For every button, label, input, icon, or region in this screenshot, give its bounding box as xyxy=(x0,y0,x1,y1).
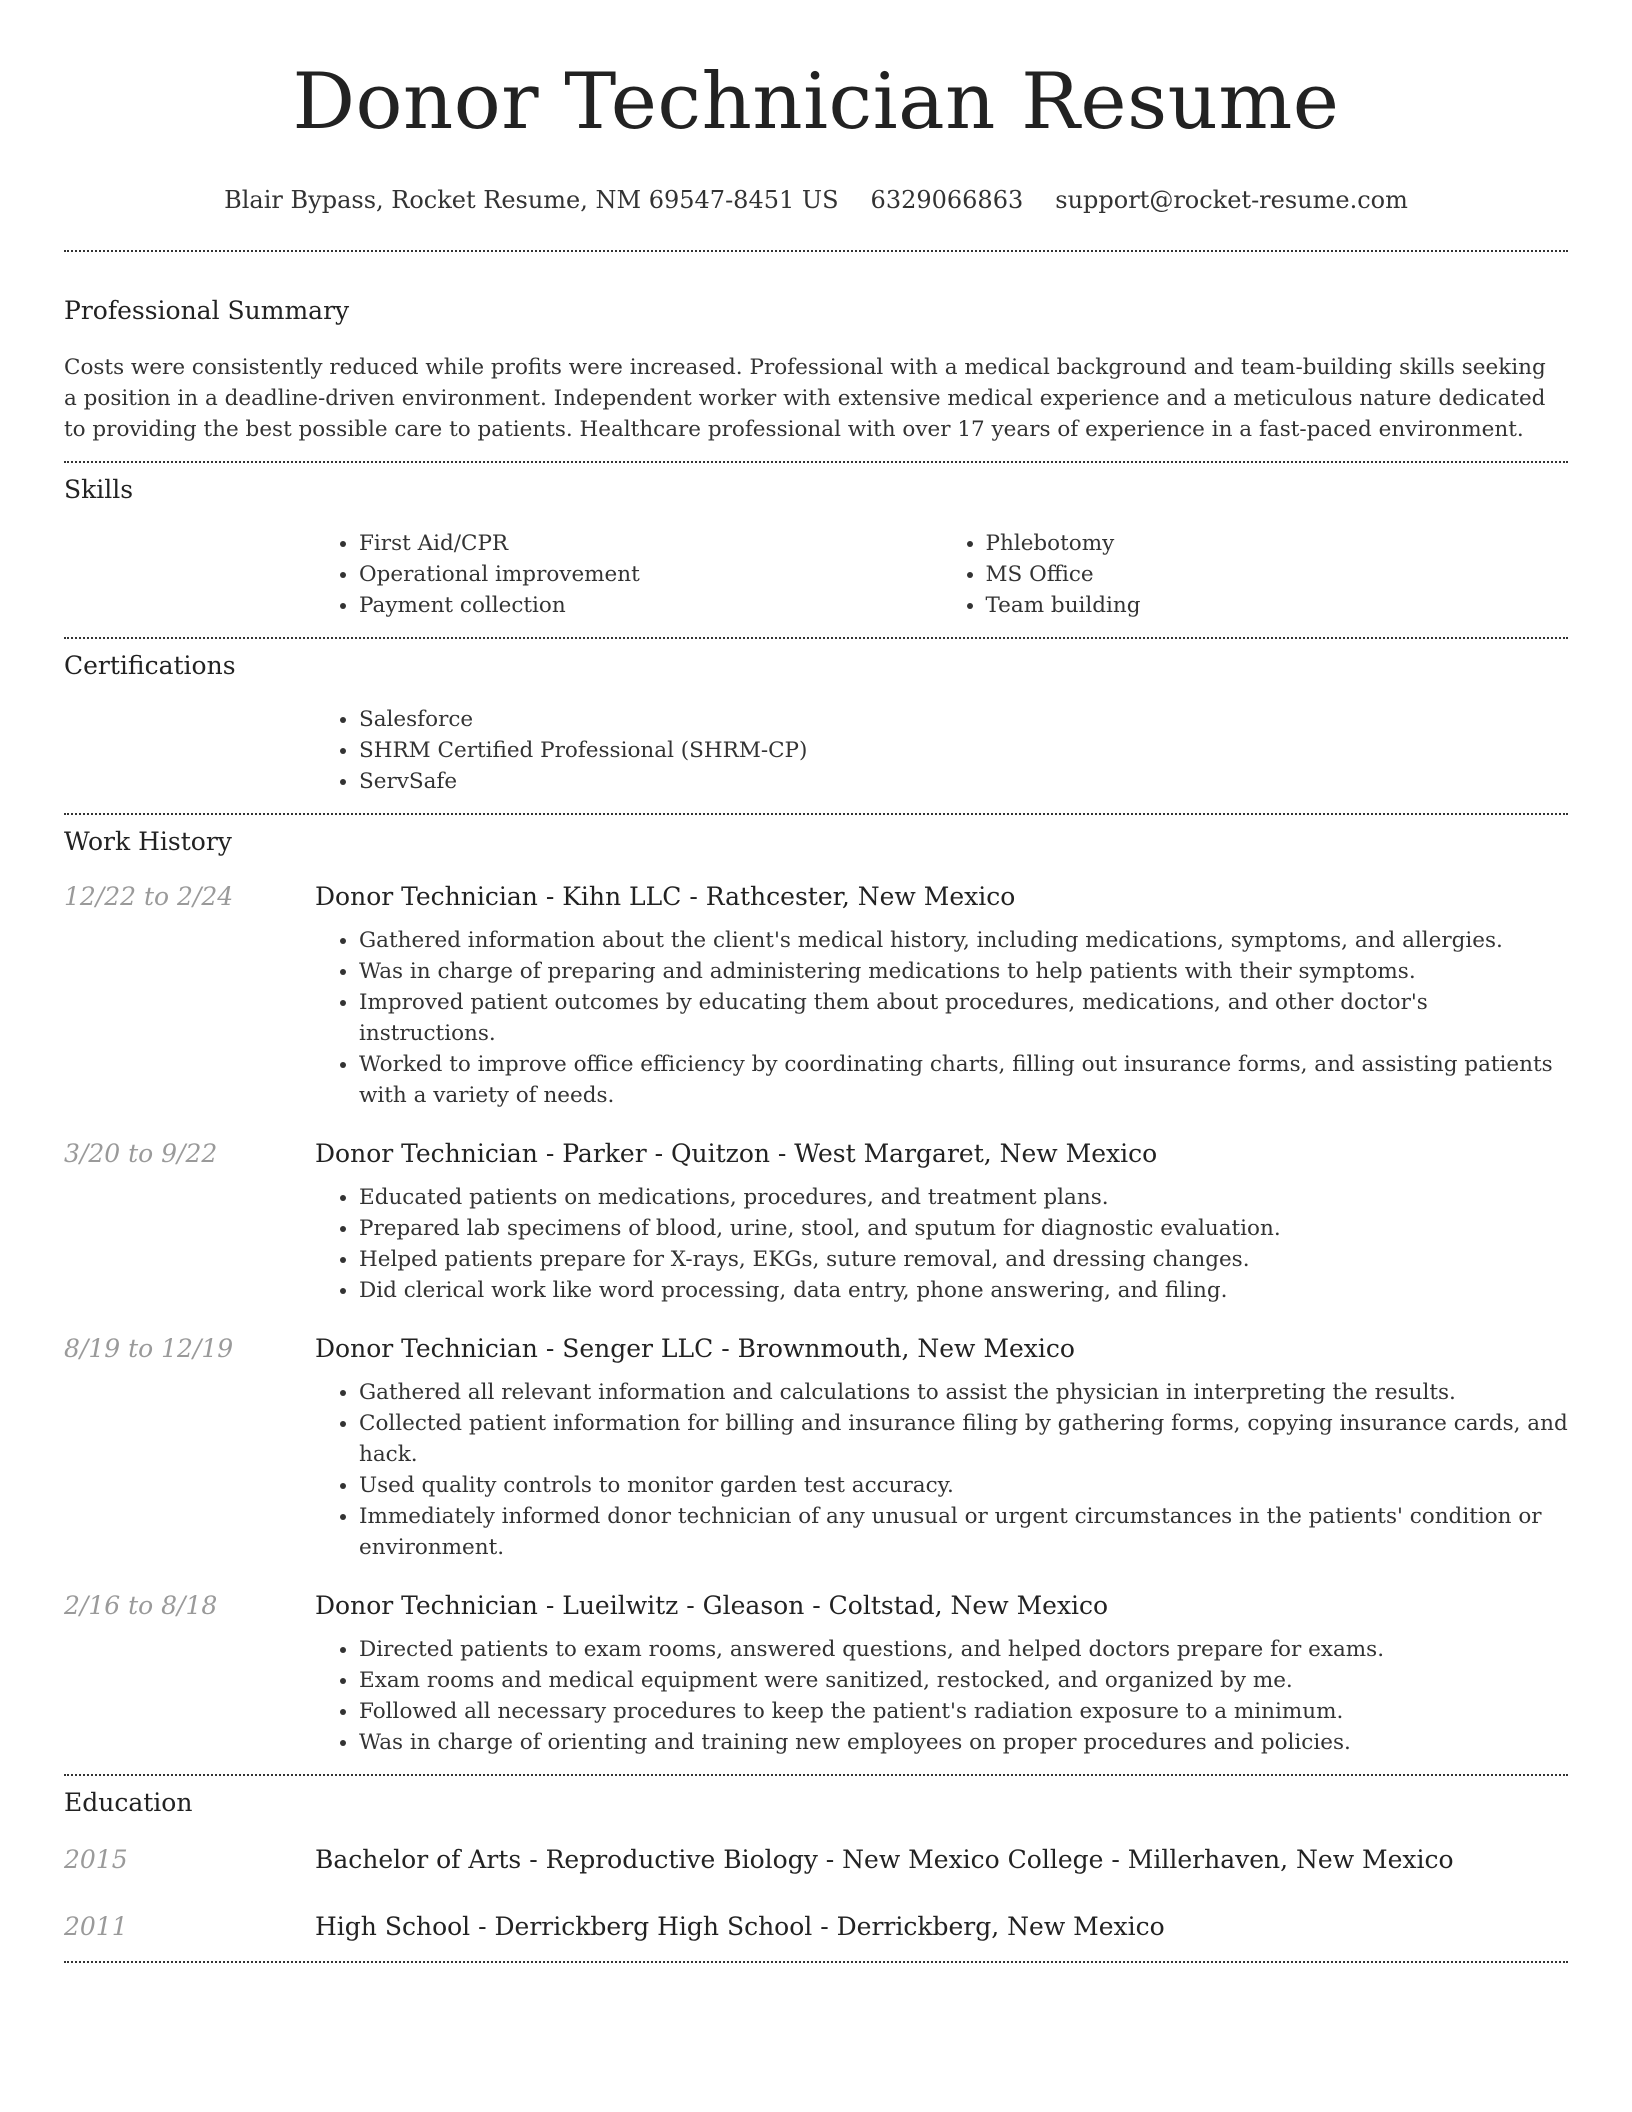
job-header xyxy=(64,1139,1568,1168)
job-title: Donor Technician - Senger LLC - Brownmouth, New Mexico xyxy=(315,1334,1075,1363)
divider xyxy=(64,813,1568,815)
job-title: Donor Technician - Kihn LLC - Rathcester, New Mexico xyxy=(315,882,1016,911)
job-header xyxy=(64,1334,1568,1363)
job-dates: 8/19 to 12/19 xyxy=(64,1334,234,1363)
skill-item: • Payment collection xyxy=(359,590,942,621)
skills-heading: Skills xyxy=(64,475,134,504)
job-bullets xyxy=(315,1634,1568,1758)
job-bullet: • Improved patient outcomes by educating them about procedures, medications, and other doctor's instructions. xyxy=(359,987,1568,1049)
education-year: 2015 xyxy=(64,1845,128,1874)
education-heading: Education xyxy=(64,1788,193,1817)
certification-item: • ServSafe xyxy=(359,766,1568,797)
job-bullet: • Worked to improve office efficiency by coordinating charts, filling out insurance forms, and assisting patients with a variety of needs. xyxy=(359,1049,1568,1111)
work-history-section xyxy=(64,827,1568,1758)
education-entry xyxy=(64,1912,1568,1941)
divider xyxy=(64,637,1568,639)
skill-item: • Operational improvement xyxy=(359,559,942,590)
certifications-section xyxy=(64,651,1568,797)
skills-section xyxy=(64,475,1568,621)
job-bullet: • Gathered information about the client's medical history, including medications, symptoms, and allergies. xyxy=(359,925,1568,956)
job-header xyxy=(64,1591,1568,1620)
job-bullet: • Followed all necessary procedures to keep the patient's radiation exposure to a minimum. xyxy=(359,1696,1568,1727)
skills-grid xyxy=(315,528,1568,621)
skill-item: • Team building xyxy=(986,590,1569,621)
summary-heading: Professional Summary xyxy=(64,296,350,325)
contact-email: support@rocket-resume.com xyxy=(1055,186,1408,214)
education-title: High School - Derrickberg High School - Derrickberg, New Mexico xyxy=(315,1912,1165,1941)
education-year: 2011 xyxy=(64,1912,128,1941)
job-bullet: • Directed patients to exam rooms, answered questions, and helped doctors prepare for exams. xyxy=(359,1634,1568,1665)
job-entry xyxy=(64,1591,1568,1758)
job-bullet: • Was in charge of orienting and training new employees on proper procedures and policies. xyxy=(359,1727,1568,1758)
skill-item: • Phlebotomy xyxy=(986,528,1569,559)
job-dates: 12/22 to 2/24 xyxy=(64,882,234,911)
divider xyxy=(64,250,1568,252)
contact-address: Blair Bypass, Rocket Resume, NM 69547-8451 US xyxy=(224,186,839,214)
work-history-heading: Work History xyxy=(64,827,232,856)
certifications-heading: Certifications xyxy=(64,651,236,680)
certification-item: • SHRM Certified Professional (SHRM-CP) xyxy=(359,735,1568,766)
job-bullet: • Was in charge of preparing and administering medications to help patients with their symptoms. xyxy=(359,956,1568,987)
skills-list-right xyxy=(942,528,1569,621)
job-bullet: • Helped patients prepare for X-rays, EKGs, suture removal, and dressing changes. xyxy=(359,1244,1568,1275)
job-entry xyxy=(64,882,1568,1111)
divider xyxy=(64,461,1568,463)
contact-line xyxy=(64,186,1568,214)
divider xyxy=(64,1961,1568,1963)
job-bullet: • Educated patients on medications, procedures, and treatment plans. xyxy=(359,1182,1568,1213)
job-entry xyxy=(64,1139,1568,1306)
job-bullet: • Collected patient information for billing and insurance filing by gathering forms, copying insurance cards, and hack. xyxy=(359,1408,1568,1470)
job-entry xyxy=(64,1334,1568,1563)
skill-item: • First Aid/CPR xyxy=(359,528,942,559)
job-bullets xyxy=(315,1182,1568,1306)
job-dates: 3/20 to 9/22 xyxy=(64,1139,218,1168)
divider xyxy=(64,1774,1568,1776)
job-bullets xyxy=(315,1377,1568,1563)
summary-section xyxy=(64,296,1568,445)
job-bullet: • Immediately informed donor technician of any unusual or urgent circumstances in the patients' condition or environment. xyxy=(359,1501,1568,1563)
job-bullet: • Did clerical work like word processing, data entry, phone answering, and filing. xyxy=(359,1275,1568,1306)
job-bullet: • Exam rooms and medical equipment were sanitized, restocked, and organized by me. xyxy=(359,1665,1568,1696)
job-bullet: • Gathered all relevant information and calculations to assist the physician in interpreting the results. xyxy=(359,1377,1568,1408)
skill-item: • MS Office xyxy=(986,559,1569,590)
education-entry xyxy=(64,1845,1568,1874)
job-bullet: • Used quality controls to monitor garden test accuracy. xyxy=(359,1470,1568,1501)
job-header xyxy=(64,882,1568,911)
skills-list-left xyxy=(315,528,942,621)
page-title: Donor Technician Resume xyxy=(292,57,1340,147)
certifications-list xyxy=(315,704,1568,797)
job-dates: 2/16 to 8/18 xyxy=(64,1591,218,1620)
contact-phone: 6329066863 xyxy=(870,186,1024,214)
education-title: Bachelor of Arts - Reproductive Biology - New Mexico College - Millerhaven, New Mexico xyxy=(315,1845,1454,1874)
education-section xyxy=(64,1788,1568,1941)
job-title: Donor Technician - Lueilwitz - Gleason - Coltstad, New Mexico xyxy=(315,1591,1109,1620)
job-title: Donor Technician - Parker - Quitzon - West Margaret, New Mexico xyxy=(315,1139,1158,1168)
summary-text: Costs were consistently reduced while profits were increased. Professional with a medical background and team-building skills seeking a position in a deadline-driven environment. Independent worker with extensive medical experience and a meticulous nature dedicated to providing the best possible care to patients. Healthcare professional with over 17 years of experience in a fast-paced environment. xyxy=(64,355,1546,442)
certification-item: • Salesforce xyxy=(359,704,1568,735)
job-bullets xyxy=(315,925,1568,1111)
job-bullet: • Prepared lab specimens of blood, urine, stool, and sputum for diagnostic evaluation. xyxy=(359,1213,1568,1244)
